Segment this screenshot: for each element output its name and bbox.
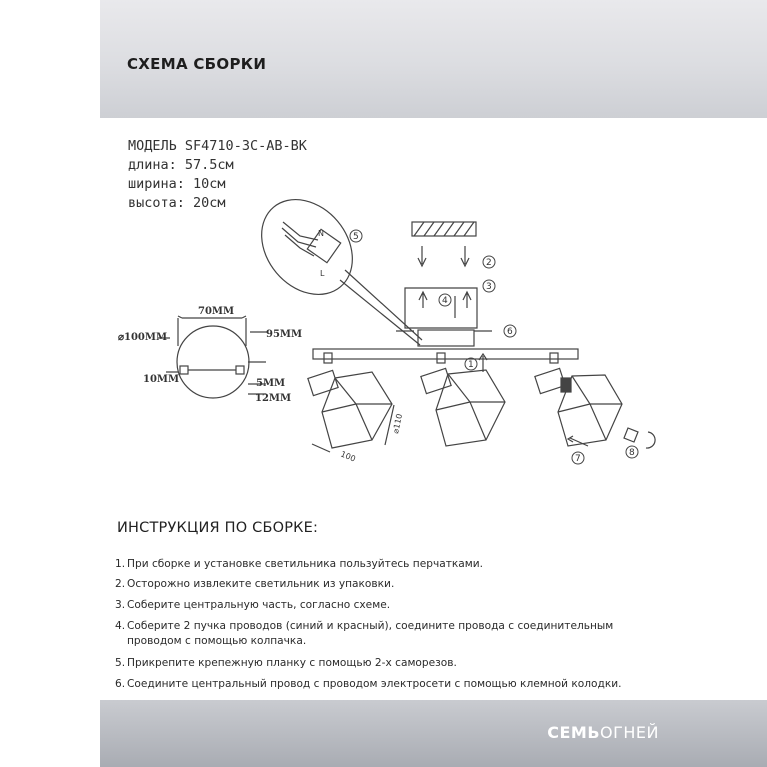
step-marker-4	[439, 294, 451, 306]
instruction-step: 1. При сборке и установке светильника пользуйтесь перчатками.	[115, 558, 484, 570]
svg-text:1: 1	[468, 360, 474, 370]
spec-width-value: 10см	[193, 176, 226, 192]
spec-height-label: высота:	[128, 195, 185, 211]
wiring-detail-bubble	[243, 181, 371, 312]
dim-diameter-100mm: ⌀100MM	[118, 332, 168, 343]
step-marker-3	[483, 280, 495, 292]
screw-icon	[461, 246, 469, 266]
dim-12mm: 12MM	[255, 393, 292, 404]
lamp-shade-left	[308, 370, 394, 452]
spec-length-label: длина:	[128, 157, 177, 173]
dim-10mm: 10MM	[143, 374, 180, 385]
step-marker-1	[465, 358, 477, 370]
canopy-top-view	[177, 326, 249, 398]
step-marker-5	[350, 230, 362, 242]
lamp-shade-right	[535, 368, 622, 446]
svg-text:7: 7	[575, 454, 581, 464]
brand-logo: СЕМЬОГНЕЙ	[547, 723, 659, 742]
spec-height-value: 20см	[193, 195, 226, 211]
spec-length-value: 57.5см	[184, 157, 234, 173]
dim-95mm: 95MM	[266, 329, 303, 340]
svg-text:2: 2	[486, 258, 492, 268]
footer-band	[100, 700, 767, 767]
lamp-shade-middle	[421, 368, 505, 446]
svg-text:6: 6	[507, 327, 513, 337]
step-marker-2	[483, 256, 495, 268]
bubble-pointer-line	[340, 280, 420, 345]
bulb-icon	[624, 428, 638, 442]
svg-text:5: 5	[353, 232, 359, 242]
instruction-step: 2. Осторожно извлеките светильник из упаковки.	[115, 578, 395, 590]
page-title: СХЕМА СБОРКИ	[127, 55, 267, 73]
wire-label-n: N	[318, 229, 324, 238]
step-marker-7	[572, 452, 584, 464]
instruction-step: 6. Соедините центральный провод с проводом электросети с помощью клемной колодки.	[115, 678, 622, 690]
svg-text:8: 8	[629, 448, 635, 458]
step-marker-6	[504, 325, 516, 337]
spec-model-value: SF4710-3C-AB-BK	[184, 138, 307, 154]
spec-width-label: ширина:	[128, 176, 185, 192]
step-marker-8	[626, 446, 638, 458]
wire-icon	[282, 222, 318, 256]
dim-shade-diameter-110: ⌀110	[391, 412, 405, 435]
instruction-step: 3. Соберите центральную часть, согласно схеме.	[115, 599, 391, 611]
ceiling-hatch	[412, 222, 476, 236]
wire-label-l: L	[320, 269, 325, 278]
spec-model-label: МОДЕЛЬ	[128, 138, 177, 154]
instruction-step: 5. Прикрепите крепежную планку с помощью 2-х саморезов.	[115, 657, 457, 669]
instruction-step: 4. Соберите 2 пучка проводов (синий и красный), соедините провода с соединительным проводом с помощью колпачка.	[115, 620, 614, 647]
instructions-title: ИНСТРУКЦИЯ ПО СБОРКЕ:	[117, 520, 319, 536]
svg-text:4: 4	[442, 296, 448, 306]
svg-text:3: 3	[486, 282, 492, 292]
dim-70mm: 70MM	[198, 306, 235, 317]
dim-5mm: 5MM	[256, 378, 286, 389]
canopy	[418, 330, 474, 346]
dim-shade-100: 100	[339, 449, 357, 464]
screw-icon	[418, 246, 426, 266]
